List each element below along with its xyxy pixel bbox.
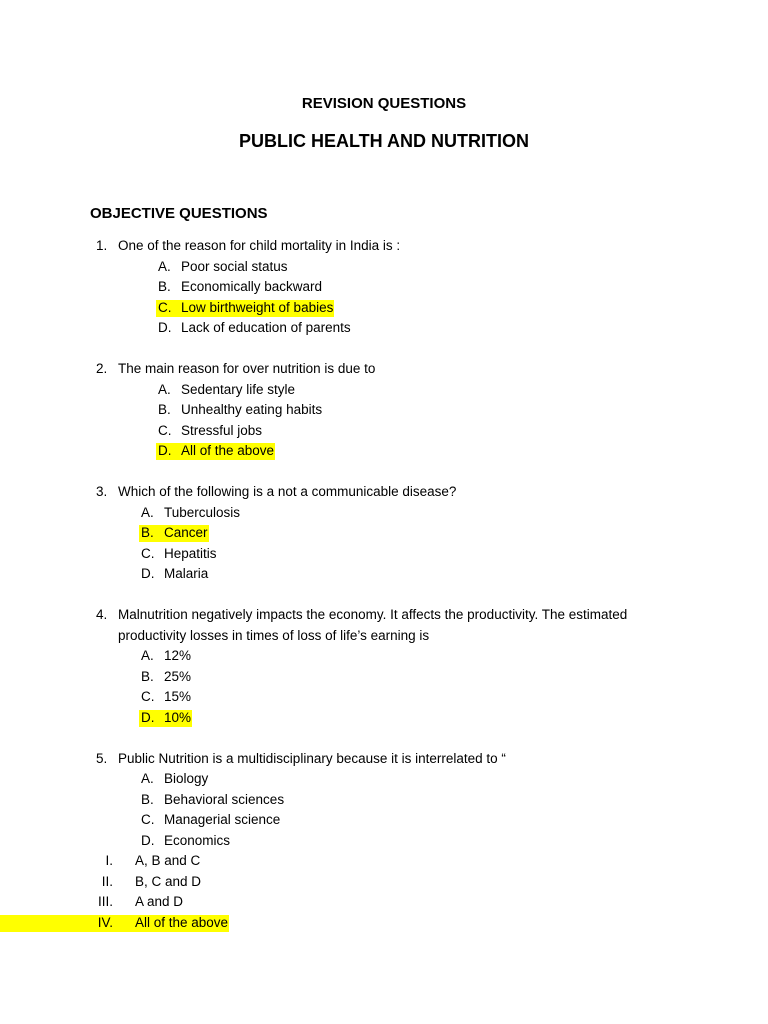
answer-option-letter: B. (158, 402, 171, 417)
answer-choice (0, 851, 768, 872)
answer-option-text: Hepatitis (164, 545, 217, 561)
question-line (0, 359, 768, 380)
section-heading: OBJECTIVE QUESTIONS (90, 205, 268, 222)
answer-option-text: Tuberculosis (164, 504, 241, 520)
answer-option (0, 687, 768, 708)
answer-option-letter: D. (141, 709, 155, 725)
answer-option-letter: D. (141, 832, 155, 848)
answer-option-text: Economically backward (181, 279, 323, 294)
answer-option-letter: C. (141, 545, 155, 561)
answer-option-letter: A. (141, 504, 154, 520)
question-line (0, 236, 768, 257)
question-number: 4. (96, 607, 108, 622)
question-item (0, 605, 768, 728)
question-text: Public Nutrition is a multidisciplinary because it is interrelated to “ (118, 750, 506, 766)
question-item (0, 236, 768, 339)
answer-option-text: Poor social status (181, 258, 288, 274)
answer-option (0, 298, 768, 319)
answer-option (0, 523, 768, 544)
answer-choice-text: A and D (135, 894, 184, 909)
answer-option-text: Behavioral sciences (164, 791, 285, 807)
answer-option (0, 257, 768, 278)
answer-option-letter: D. (141, 566, 155, 581)
answer-choice-text: B, C and D (135, 873, 202, 889)
answer-choice-group (0, 851, 768, 933)
answer-option (0, 400, 768, 421)
answer-option-text: Sedentary life style (181, 381, 296, 397)
question-line (0, 626, 768, 647)
answer-option (0, 831, 768, 852)
answer-option-text: Biology (164, 771, 209, 786)
answer-option (0, 708, 768, 729)
answer-option-text: Unhealthy eating habits (181, 402, 323, 417)
question-item (0, 359, 768, 462)
answer-option-text: Economics (164, 832, 231, 848)
answer-option-group (0, 646, 768, 728)
answer-option-text: 10% (164, 709, 192, 725)
question-item (0, 749, 768, 934)
document-header (0, 94, 768, 153)
question-line (0, 605, 768, 626)
answer-option-letter: B. (158, 279, 171, 294)
question-number: 1. (96, 238, 108, 253)
answer-option-text: Stressful jobs (181, 422, 263, 438)
answer-option-letter: A. (158, 258, 171, 274)
answer-option-group (0, 257, 768, 339)
answer-option-letter: C. (158, 299, 172, 315)
question-list (0, 236, 768, 954)
question-text: One of the reason for child mortality in India is : (118, 238, 401, 253)
answer-option (0, 503, 768, 524)
answer-option (0, 790, 768, 811)
question-text: productivity losses in times of loss of life’s earning is (118, 627, 430, 643)
question-text: Which of the following is a not a communicable disease? (118, 484, 457, 499)
question-number: 3. (96, 484, 108, 499)
document-subtitle: REVISION QUESTIONS (301, 95, 467, 112)
answer-option-letter: B. (141, 525, 154, 540)
answer-option-text: All of the above (181, 443, 275, 458)
answer-option (0, 667, 768, 688)
answer-option-letter: B. (141, 791, 154, 807)
question-text: Malnutrition negatively impacts the economy. It affects the productivity. The estimated (118, 607, 628, 622)
answer-choice (0, 913, 768, 934)
answer-option-text: Managerial science (164, 812, 281, 827)
question-number: 5. (96, 750, 108, 766)
answer-choice-text: A, B and C (135, 853, 201, 868)
answer-option-letter: A. (141, 771, 154, 786)
answer-option-letter: A. (158, 381, 171, 397)
answer-option-letter: C. (141, 812, 155, 827)
answer-option-text: Low birthweight of babies (181, 299, 334, 315)
answer-option-letter: C. (158, 422, 172, 438)
answer-option (0, 810, 768, 831)
answer-choice-text: All of the above (135, 914, 229, 930)
answer-option (0, 318, 768, 339)
answer-option-text: 15% (164, 689, 192, 704)
question-line (0, 749, 768, 770)
answer-choice (0, 892, 768, 913)
question-number: 2. (96, 361, 108, 376)
answer-option-text: 25% (164, 668, 192, 684)
answer-option-letter: B. (141, 668, 154, 684)
document-title: PUBLIC HEALTH AND NUTRITION (239, 131, 529, 151)
answer-option (0, 544, 768, 565)
answer-option-text: Cancer (164, 525, 208, 540)
answer-option-text: Malaria (164, 566, 209, 581)
answer-choice-letter: I. (105, 853, 113, 868)
answer-option (0, 564, 768, 585)
answer-option (0, 380, 768, 401)
question-item (0, 482, 768, 585)
answer-option-letter: A. (141, 648, 154, 663)
answer-option-group (0, 503, 768, 585)
answer-choice-letter: IV. (97, 914, 113, 930)
answer-option-letter: C. (141, 689, 155, 704)
answer-option-text: Lack of education of parents (181, 320, 351, 335)
answer-option (0, 646, 768, 667)
answer-option-letter: D. (158, 320, 172, 335)
answer-option-letter: D. (158, 443, 172, 458)
question-text: The main reason for over nutrition is due to (118, 361, 376, 376)
answer-choice-letter: III. (97, 894, 113, 909)
answer-option-group (0, 380, 768, 462)
answer-choice-letter: II. (101, 873, 113, 889)
answer-option (0, 441, 768, 462)
answer-option-text: 12% (164, 648, 192, 663)
answer-option-group (0, 769, 768, 851)
answer-option (0, 277, 768, 298)
answer-option (0, 421, 768, 442)
question-line (0, 482, 768, 503)
answer-choice (0, 872, 768, 893)
answer-option (0, 769, 768, 790)
